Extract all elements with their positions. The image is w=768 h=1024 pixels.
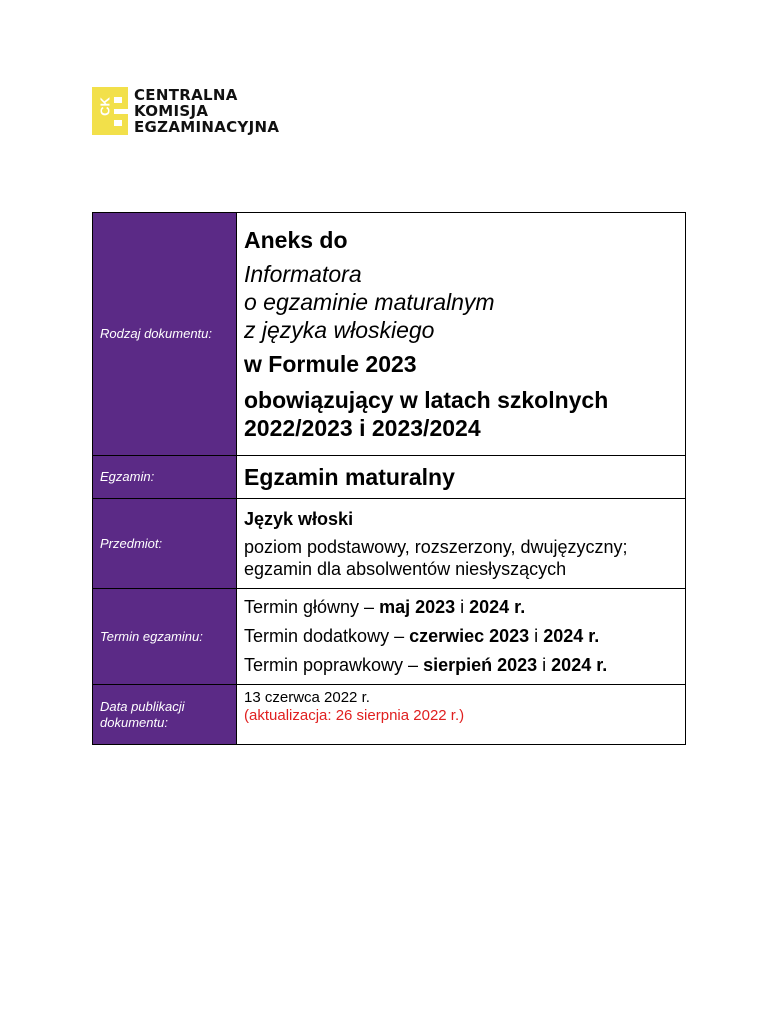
subject-extra: egzamin dla absolwentów niesłyszących <box>244 558 567 579</box>
subject-name: Język włoski <box>244 508 354 529</box>
logo-text: CENTRALNA KOMISJA EGZAMINACYJNA <box>134 86 280 136</box>
row-publication <box>93 685 686 745</box>
term-main: Termin główny – maj 2023 i 2024 r. <box>244 597 526 617</box>
publication-date: 13 czerwca 2022 r. <box>244 689 370 706</box>
document-type-value: Aneks do Informatora o egzaminie maturalnym z języka włoskiego w Formule 2023 obowiązujący w latach szkolnych 2022/2023 i 2023/2024 <box>237 213 686 456</box>
logo-mark-icon: CK <box>92 87 128 135</box>
row-subject <box>93 499 686 589</box>
label-document-type: Rodzaj dokumentu: <box>93 213 237 456</box>
label-publication: Data publikacji dokumentu: <box>93 685 237 745</box>
subject-levels: poziom podstawowy, rozszerzony, dwujęzyczny; <box>244 536 628 557</box>
label-exam: Egzamin: <box>93 456 237 499</box>
cke-logo <box>92 86 279 136</box>
row-document-type <box>93 213 686 456</box>
label-terms: Termin egzaminu: <box>93 589 237 685</box>
term-additional: Termin dodatkowy – czerwiec 2023 i 2024 r. <box>244 626 600 646</box>
publication-update: (aktualizacja: 26 sierpnia 2022 r.) <box>244 707 465 724</box>
label-subject: Przedmiot: <box>93 499 237 589</box>
row-terms <box>93 589 686 685</box>
term-retake: Termin poprawkowy – sierpień 2023 i 2024 r. <box>244 655 608 675</box>
document-metadata-table <box>92 212 686 745</box>
row-exam <box>93 456 686 499</box>
exam-value: Egzamin maturalny <box>244 464 455 490</box>
